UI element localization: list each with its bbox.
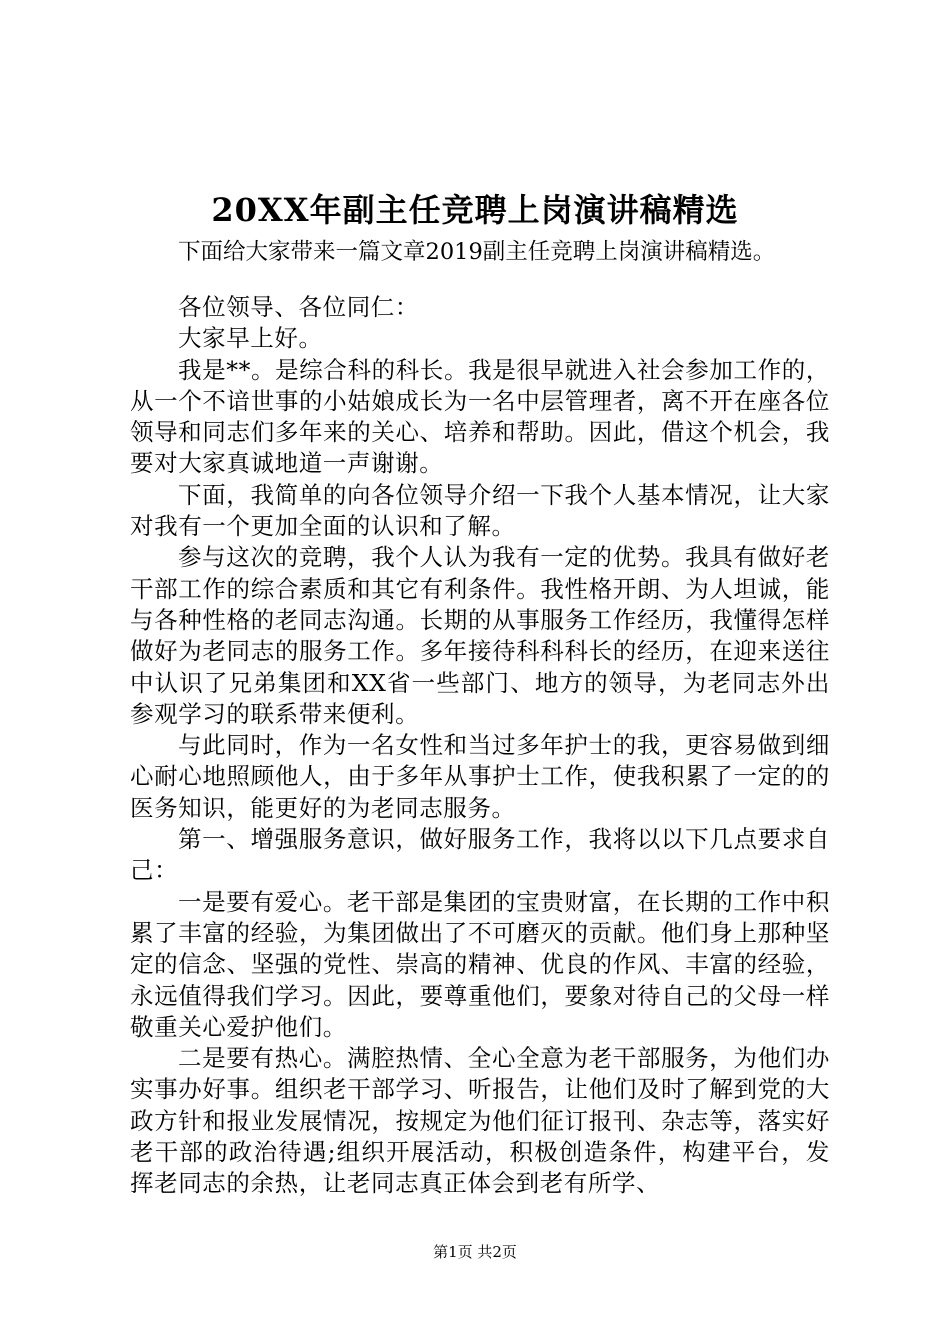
document-body [130, 292, 830, 1200]
paragraph: 下面，我简单的向各位领导介绍一下我个人基本情况，让大家对我有一个更加全面的认识和了解。 [130, 480, 830, 541]
paragraph: 参与这次的竞聘，我个人认为我有一定的优势。我具有做好老干部工作的综合素质和其它有利条件。我性格开朗、为人坦诚，能与各种性格的老同志沟通。长期的从事服务工作经历，我懂得怎样做好为老同志的服务工作。多年接待科科科长的经历，在迎来送往中认识了兄弟集团和XX省一些部门、地方的领导，为老同志外出参观学习的联系带来便利。 [130, 543, 830, 728]
salutation: 各位领导、各位同仁： [178, 293, 419, 321]
page-footer: 第1页 共2页 [433, 1243, 517, 1261]
greeting: 大家早上好。 [178, 324, 323, 353]
paragraph: 与此同时，作为一名女性和当过多年护士的我，更容易做到细心耐心地照顾他人，由于多年从事护士工作，使我积累了一定的的医务知识，能更好的为老同志服务。 [130, 731, 830, 822]
paragraph: 我是**。是综合科的科长。我是很早就进入社会参加工作的，从一个不谙世事的小姑娘成长为一名中层管理者，离不开在座各位领导和同志们多年来的关心、培养和帮助。因此，借这个机会，我要对大家真诚地道一声谢谢。 [130, 355, 830, 478]
document-title: 20XX年副主任竞聘上岗演讲稿精选 [211, 191, 739, 229]
paragraph: 一是要有爱心。老干部是集团的宝贵财富，在长期的工作中积累了丰富的经验，为集团做出了不可磨灭的贡献。他们身上那种坚定的信念、坚强的党性、崇高的精神、优良的作风、丰富的经验，永远值得我们学习。因此，要尊重他们，要象对待自己的父母一样敬重关心爱护他们。 [130, 887, 830, 1041]
paragraph: 第一、增强服务意识，做好服务工作，我将以以下几点要求自己： [130, 825, 830, 885]
intro-line: 下面给大家带来一篇文章2019副主任竞聘上岗演讲稿精选。 [178, 239, 776, 265]
document-page [130, 0, 830, 1344]
paragraph: 二是要有热心。满腔热情、全心全意为老干部服务，为他们办实事办好事。组织老干部学习、听报告，让他们及时了解到党的大政方针和报业发展情况，按规定为他们征订报刊、杂志等，落实好老干部的政治待遇;组织开展活动，积极创造条件，构建平台，发挥老同志的余热，让老同志真正体会到老有所学、 [130, 1044, 830, 1198]
